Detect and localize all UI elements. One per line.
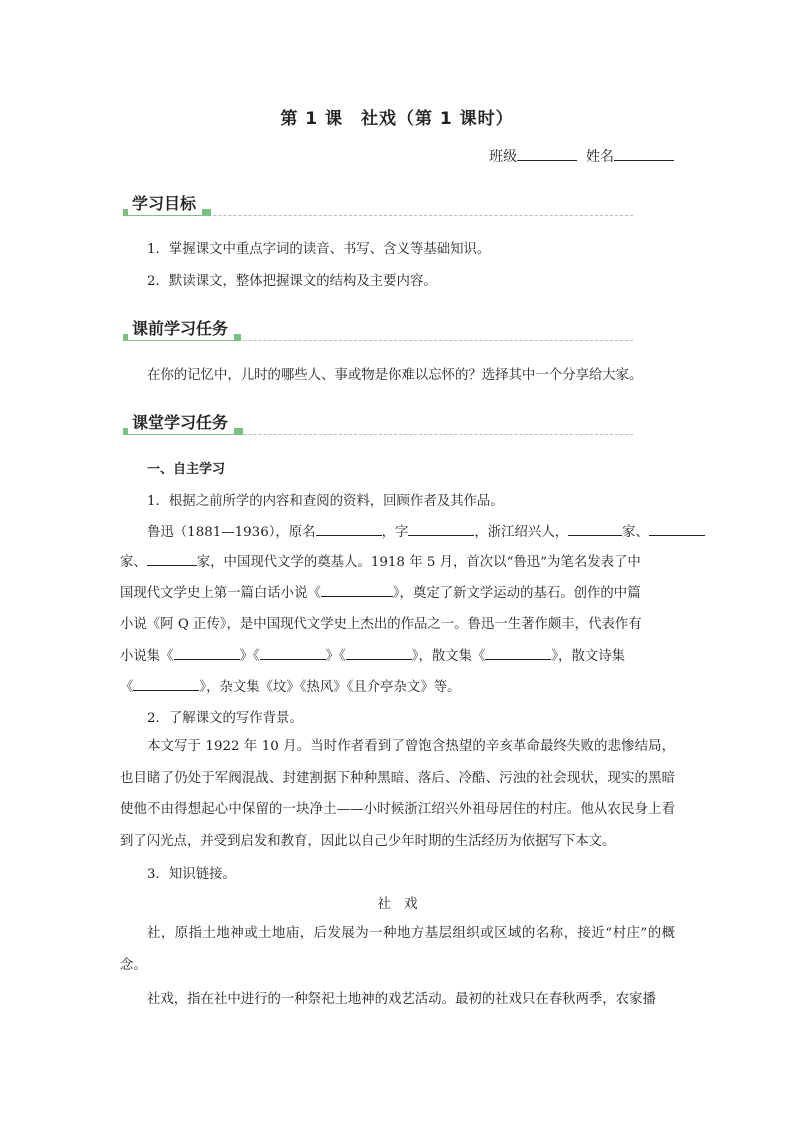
class-label: 班级 [489,149,518,165]
answer-blank[interactable] [174,645,240,660]
answer-blank[interactable] [133,676,199,691]
section-pre-class [123,318,633,344]
section-title: 课前学习任务 [128,318,234,340]
fill-line-4: 小说《阿 Q 正传》，是中国现代文学史上杰出的作品之一。鲁迅一生著作颇丰，代表作有 [120,617,642,632]
name-blank[interactable] [614,146,674,161]
answer-blank[interactable] [316,521,382,536]
section-title: 学习目标 [128,193,202,215]
answer-blank[interactable] [649,521,705,536]
link-paragraph-2: 社戏，指在社中进行的一种祭祀土地神的戏艺活动。最初的社戏只在春秋两季，农家播 [147,992,656,1007]
answer-blank[interactable] [568,521,622,536]
question-3: 3．知识链接。 [147,867,236,882]
pre-task-text: 在你的记忆中，儿时的哪些人、事或物是你难以忘怀的？选择其中一个分享给大家。 [147,368,643,383]
question-1: 1．根据之前所学的内容和查阅的资料，回顾作者及其作品。 [147,494,504,509]
link-paragraph-1: 社，原指土地神或土地庙，后发展为一种地方基层组织或区域的名称，接近“村庄”的概念。 [120,926,675,973]
fill-line-3: 国现代文学史上第一篇白话小说《 》，奠定了新文学运动的基石。创作的中篇 [120,582,675,601]
fill-line-2: 家、 家，中国现代文学的奠基人。1918 年 5 月，首次以“鲁迅”为笔名发表了中 [120,551,675,570]
section-title: 课堂学习任务 [128,412,234,434]
student-info-line [489,146,674,166]
answer-blank[interactable] [260,645,326,660]
answer-blank[interactable] [346,645,412,660]
goal-item: 2．默读课文，整体把握课文的结构及主要内容。 [147,274,437,289]
answer-blank[interactable] [321,582,393,597]
name-label: 姓名 [586,149,614,165]
answer-blank[interactable] [485,645,551,660]
background-paragraph: 本文写于 1922 年 10 月。当时作者看到了曾饱含热望的辛亥革命最终失败的悲惨结局，也目睹了仍处于军阀混战、封建割据下种种黑暗、落后、冷酷、污浊的社会现状，现实的黑暗使他不由得想起心中保留的一块净土——小时候浙江绍兴外祖母居住的村庄。他从农民身上看到了闪光点，并受到启发和教育，因此以自己少年时期的生活经历为依据写下本文。 [120,739,675,849]
class-blank[interactable] [517,146,577,161]
answer-blank[interactable] [408,521,474,536]
section-goals [123,193,633,219]
answer-blank[interactable] [147,551,197,566]
fill-line-1: 鲁迅（1881—1936），原名 ，字 ，浙江绍兴人， 家、 [120,521,702,540]
section-in-class [123,412,633,438]
link-title: 社 戏 [377,897,418,912]
page-title: 第 1 课 社戏（第 1 课时） [280,109,514,129]
fill-line-6: 《 》，杂文集《坟》《热风》《且介亭杂文》等。 [120,676,675,695]
goal-item: 1．掌握课文中重点字词的读音、书写、含义等基础知识。 [147,242,491,257]
fill-line-5: 小说集《 》《 》《 》，散文集《 》，散文诗集 [120,645,675,664]
question-2: 2．了解课文的写作背景。 [147,711,303,726]
part-heading: 一、自主学习 [147,462,226,477]
